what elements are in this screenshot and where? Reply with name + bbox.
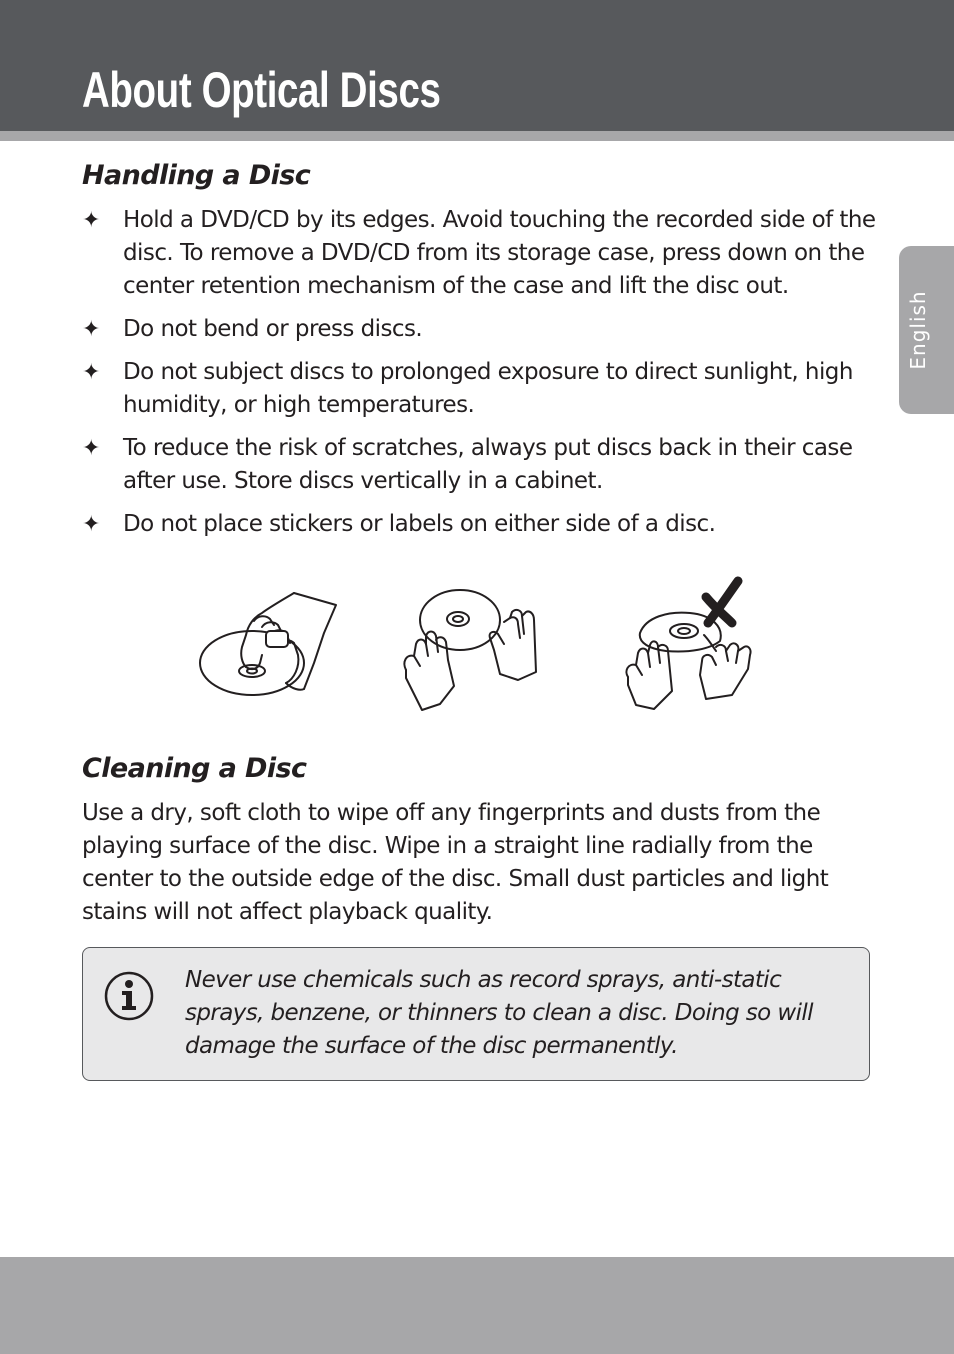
page-footer xyxy=(0,1257,954,1354)
handling-heading: Handling a Disc xyxy=(82,160,311,191)
cleaning-heading: Cleaning a Disc xyxy=(82,753,307,784)
four-point-star-icon: ✦ xyxy=(82,436,100,461)
hands-bending-disc-prohibited-illustration xyxy=(620,575,760,715)
list-item-text: Do not subject discs to prolonged exposure to direct sunlight, high humidity, or high temperatures. xyxy=(123,359,853,418)
four-point-star-icon: ✦ xyxy=(82,208,100,233)
note-box xyxy=(82,947,870,1081)
four-point-star-icon: ✦ xyxy=(82,317,100,342)
list-item-text: Do not bend or press discs. xyxy=(123,316,423,342)
list-item xyxy=(82,508,882,541)
header-stripe xyxy=(0,131,954,141)
hands-holding-disc-edges-illustration xyxy=(400,582,545,712)
four-point-star-icon: ✦ xyxy=(82,360,100,385)
list-item xyxy=(82,432,882,498)
language-tab-label: English xyxy=(906,290,930,370)
handling-list xyxy=(82,204,882,551)
page-header xyxy=(0,0,954,131)
list-item-text: Hold a DVD/CD by its edges. Avoid touching the recorded side of the disc. To remove a DVD/CD from its storage case, press down on the center retention mechanism of the case and lift the disc out. xyxy=(123,207,876,299)
list-item xyxy=(82,356,882,422)
list-item-text: Do not place stickers or labels on either side of a disc. xyxy=(123,511,716,537)
language-tab xyxy=(899,246,954,414)
list-item xyxy=(82,204,882,303)
info-icon xyxy=(103,970,155,1022)
list-item xyxy=(82,313,882,346)
cleaning-paragraph: Use a dry, soft cloth to wipe off any fingerprints and dusts from the playing surface of the disc. Wipe in a straight line radially from the center to the outside edge of the disc. Small dust particles and light stains will not affect playback quality. xyxy=(82,800,829,925)
page-title: About Optical Discs xyxy=(82,62,441,118)
hand-holding-disc-center-illustration xyxy=(196,585,341,700)
list-item-text: To reduce the risk of scratches, always put discs back in their case after use. Store discs vertically in a cabinet. xyxy=(123,435,853,494)
note-text: Never use chemicals such as record sprays, anti-static sprays, benzene, or thinners to clean a disc. Doing so will damage the surface of the disc permanently. xyxy=(185,967,813,1059)
four-point-star-icon: ✦ xyxy=(82,512,100,537)
